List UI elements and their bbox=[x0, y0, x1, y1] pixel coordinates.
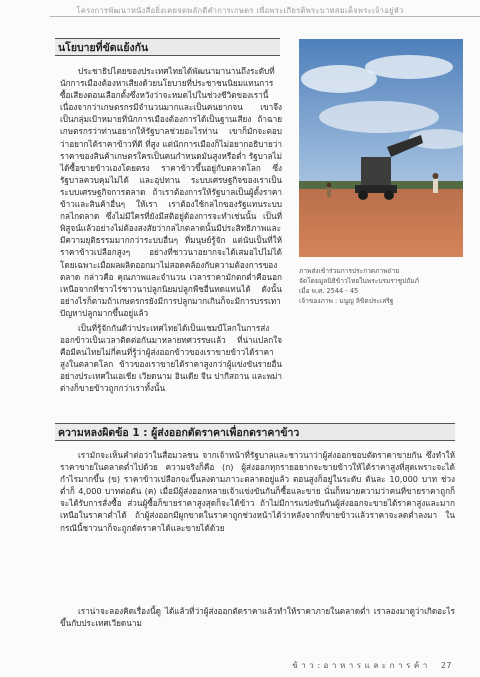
page-number: 27 bbox=[440, 661, 452, 670]
running-header: โครงการพัฒนาหนังสือยิ่งเคยจดพลักดีคำการเกษตร เพื่อพระเกียรติพระบาทสมเด็จพระเจ้าอยู่หัว bbox=[76, 6, 404, 15]
photo-cloud bbox=[301, 65, 377, 93]
footer-title: ข้ า ว : อ า ห า ร แ ล ะ ก า ร ค้ า bbox=[292, 661, 428, 670]
section-heading-conflicting-policies: นโยบายที่ขัดแย้งกัน bbox=[55, 38, 280, 56]
body-paragraph: เราน่าจะลองคิดเรื่องนี้ดู ได้แล้วที่ว่าผู้ส่งออกตัดราคาแล้วทำให้ราคาภายในตลาดต่ำ เราลองมาดูว่าเกิดอะไรขึ้นกับประเทศเวียดนาม bbox=[60, 606, 455, 629]
page-footer bbox=[292, 659, 452, 672]
header-rule bbox=[50, 16, 480, 17]
body-paragraph: เป็นที่รู้จักกันดีว่าประเทศไทยได้เป็นแชมป์โลกในการส่งออกข้าวเป็นเวลาติดต่อกันมาหลายทศวรรษแล้ว ที่น่าแปลกใจคือมีคนไทยไม่กี่คนที่รู้ว่าผู้ส่งออกข้าวของเราขายข้าวได้ราคาสูงในตลาดโลก ข้าวของเราขายได้ราคาสูงกว่าผู้แข่งขันรายอื่นอย่างประเทศในเอเชีย เวียดนาม อินเดีย จีน ปากีสถาน และพม่า ต่างก็ขายข้าวถูกกว่าเราทั้งนั้น bbox=[60, 323, 282, 394]
photo-cloud bbox=[365, 55, 453, 79]
body-paragraph: เรามักจะเห็นคำต่อว่าในสื่อมวลชน จากเจ้าหน้าที่รัฐบาลและชาวนาว่าผู้ส่งออกชอบตัดราคาขายกัน ซึ่งทำให้ราคาขายในตลาดต่ำไปด้วย ความจริงก็คือ (ก) ผู้ส่งออกทุกรายอยากจะขายข้าวให้ได้ราคาสูงที่สุดเพราะจะได้กำไรมากขึ้น (ข) ราคาข้าวเปลือกจะขึ้นลงตามภาวะตลาดอยู่แล้ว ตอนสูงก็อยู่ในระดับ ตันละ 10,000 บาท ช่วงต่ำก็ 4,000 บาทต่อตัน (ค) เมื่อมีผู้ส่งออกหลายเจ้าแข่งขันกันก็ซื้อและขาย นั่นก็หมายความว่าคนที่ขายราคาถูกก็จะได้รับการสั่งซื้อ ส่วนผู้ซื้อก็ขายราคาสูงสุดก็จะได้ข้าว ถ้าไม่มีการแข่งขันกันผู้ส่งออกจะขายได้ราคาสูงและมากเหนือในราคาต่ำได้ ถ้าผู้ส่งออกมีผูกขาดในราคาถูกช่วงหน้าได้ว่าหลังจากที่ขายข้าวแล้วราคาจะลดต่ำลงมา ในกรณีนี้ชาวนาก็จะถูกตัดราคาได้และขายได้ด้วย bbox=[60, 450, 455, 533]
photo-field bbox=[299, 189, 463, 257]
photo-cloud bbox=[319, 101, 439, 133]
section-heading-myth-1: ความหลงผิดข้อ 1 : ผู้ส่งออกตัดราคาเพื่อกดราคาข้าว bbox=[55, 423, 455, 441]
photo-farmer bbox=[327, 183, 332, 197]
photo-rice-harvester bbox=[299, 39, 463, 257]
photo-caption: ภาพส่งเข้าร่วมการประกวดภาพถ่าย จัดโดยมูลนิธิข้าวไทยในพระบรมราชูปถัมภ์ เมื่อ พ.ศ. 2544 - 45 เจ้าของภาพ : มนูญ ลิขิตประเสริฐ bbox=[299, 267, 420, 305]
photo-farmer bbox=[433, 173, 439, 193]
body-paragraph: ประชาธิปไตยของประเทศไทยได้พัฒนามานานถึงระดับที่นักการเมืองต้องหาเสียงด้วยนโยบายที่ประชาชนนิยมแทนการซื้อเสียงตอนเลือกตั้งซึ่งหวังว่าจะหมดไปในช่วงชีวิตของเรานี้ เนื่องจากว่าเกษตรกรมีจำนวนมากและเป็นคนยากจน เขาจึงเป็นกลุ่มเป้าหมายที่นักการเมืองต้องการได้เป็นฐานเสียง ถ้าฉายเกษตรกรว่าท่านอยากให้รัฐบาลช่วยอะไรท่าน เขาก็มักจะตอบว่าอยากได้ราคาข้าวที่ดี ที่สูง แต่นักการเมืองก็ไม่อยากอธิบายว่าราคาของสินค้าเกษตรใครเป็นคนกำหนดมันสูงหรือต่ำ รัฐบาลไม่ได้ซื้อขายข้าวเองโดยตรง ราคาข้าวขึ้นอยู่กับตลาดโลก ซึ่งรัฐบาลควบคุมไม่ได้ และอุปทาน ระบบเศรษฐกิจของเราเป็นระบบเศรษฐกิจการตลาด ถ้าเราต้องการให้รัฐบาลเป็นผู้ตั้งราคาข้าวและสินค้าอื่นๆ ให้เรา เราต้องใช้กลไกของรัฐแทนระบบกลไกตลาด ซึ่งไม่มีใครที่ยังมีสติอยู่ต้องการจะทำเช่นนั้น เป็นที่พิสูจน์แล้วอย่างไม่ต้องสงสัยว่ากลไกตลาดนั้นมีประสิทธิภาพและมีความยุติธรรมมากกว่าระบบอื่นๆ ที่มนุษย์รู้จัก แต่นับเป็นที่ให้ราคาข้าวเปลือกสูงๆ อย่างที่ชาวนาอยากจะได้เสมอไปไม่ได้ โดยเฉพาะเมื่อผลผลิตออกมาไม่สอดคล้องกับความต้องการของตลาด กล่าวคือ คุณภาพและจำนวน เวลาราคามักตกต่ำคือนอกเหนือจากที่ชาวไร่ชาวนาปลูกนิยมปลูกพืชอื่นทดแทนได้ ดังนั้น อย่างไรก็ตามถ้าเกษตรกรยังมีการปลูกมากเกินก็จะมีการบรรเทาปัญหาปลูกมากขึ้นอยู่แล้ว bbox=[60, 66, 282, 318]
